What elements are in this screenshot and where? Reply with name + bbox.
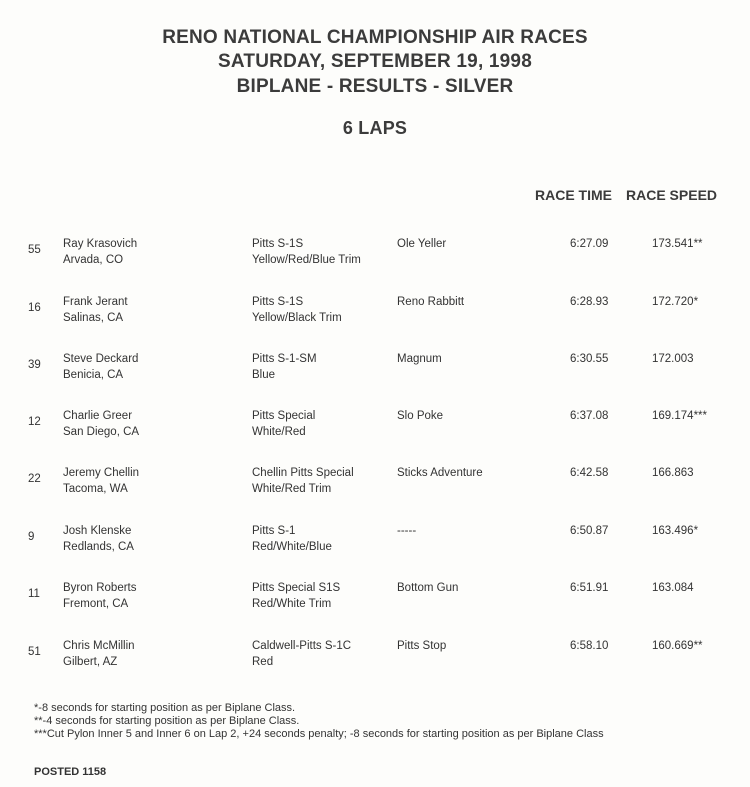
aircraft-type: Pitts S-1 (252, 525, 296, 537)
aircraft-type: Pitts Special S1S (252, 582, 341, 594)
aircraft-type: Chellin Pitts Special (252, 467, 354, 479)
aircraft-colors: Red (252, 656, 274, 668)
pilot-hometown: Benicia, CA (63, 369, 124, 381)
pilot-name: Jeremy Chellin (63, 467, 140, 479)
aircraft-colors: Blue (252, 369, 276, 381)
table-row (0, 582, 750, 632)
race-number: 11 (28, 588, 40, 600)
table-row (0, 296, 750, 346)
aircraft-name: ----- (397, 525, 417, 537)
race-time: 6:37.08 (570, 410, 609, 422)
pilot-name: Josh Klenske (63, 525, 132, 537)
race-number: 55 (28, 244, 41, 256)
pilot-hometown: Fremont, CA (63, 598, 129, 610)
race-speed: 163.084 (652, 582, 694, 594)
footnotes (34, 702, 604, 741)
race-speed: 172.720* (652, 296, 699, 308)
race-speed: 160.669** (652, 640, 703, 652)
aircraft-colors: Yellow/Red/Blue Trim (252, 254, 361, 266)
aircraft-name: Slo Poke (397, 410, 444, 422)
aircraft-name: Pitts Stop (397, 640, 447, 652)
race-time: 6:27.09 (570, 238, 609, 250)
pilot-hometown: Arvada, CO (63, 254, 124, 266)
event-title: RENO NATIONAL CHAMPIONSHIP AIR RACES (162, 27, 588, 48)
race-time: 6:30.55 (570, 353, 609, 365)
race-time: 6:50.87 (570, 525, 609, 537)
race-speed: 166.863 (652, 467, 694, 479)
pilot-name: Ray Krasovich (63, 238, 138, 250)
pilot-name: Charlie Greer (63, 410, 133, 422)
pilot-name: Byron Roberts (63, 582, 137, 594)
aircraft-name: Bottom Gun (397, 582, 459, 594)
race-time-header: RACE TIME (535, 187, 612, 203)
table-row (0, 410, 750, 460)
footnote: **-4 seconds for starting position as per Biplane Class. (34, 715, 300, 727)
aircraft-name: Reno Rabbitt (397, 296, 465, 308)
race-speed: 172.003 (652, 353, 694, 365)
race-number: 39 (28, 359, 41, 371)
race-time: 6:42.58 (570, 467, 609, 479)
race-time: 6:51.91 (570, 582, 609, 594)
table-row (0, 353, 750, 403)
aircraft-type: Caldwell-Pitts S-1C (252, 640, 352, 652)
event-date: SATURDAY, SEPTEMBER 19, 1998 (218, 51, 532, 72)
aircraft-colors: Yellow/Black Trim (252, 312, 342, 324)
aircraft-colors: White/Red (252, 426, 306, 438)
pilot-hometown: Redlands, CA (63, 541, 134, 553)
aircraft-colors: Red/White/Blue (252, 541, 332, 553)
posted-time: POSTED 1158 (34, 766, 107, 778)
pilot-hometown: Salinas, CA (63, 312, 124, 324)
pilot-hometown: Gilbert, AZ (63, 656, 118, 668)
table-row (0, 467, 750, 517)
race-speed: 169.174*** (652, 410, 707, 422)
aircraft-type: Pitts Special (252, 410, 316, 422)
pilot-name: Frank Jerant (63, 296, 128, 308)
race-number: 22 (28, 473, 41, 485)
aircraft-name: Sticks Adventure (397, 467, 483, 479)
aircraft-type: Pitts S-1S (252, 296, 304, 308)
race-speed-header: RACE SPEED (626, 187, 718, 203)
race-speed: 163.496* (652, 525, 699, 537)
race-number: 12 (28, 416, 41, 428)
table-row (0, 525, 750, 575)
pilot-hometown: Tacoma, WA (63, 483, 128, 495)
footnote: *-8 seconds for starting position as per Biplane Class. (34, 702, 296, 714)
race-number: 16 (28, 302, 41, 314)
race-number: 51 (28, 646, 41, 658)
table-row (0, 640, 750, 690)
race-time: 6:28.93 (570, 296, 609, 308)
race-class-title: BIPLANE - RESULTS - SILVER (236, 76, 514, 97)
laps-title: 6 LAPS (342, 118, 408, 138)
race-speed: 173.541** (652, 238, 703, 250)
aircraft-type: Pitts S-1S (252, 238, 304, 250)
pilot-name: Chris McMillin (63, 640, 135, 652)
aircraft-name: Ole Yeller (397, 238, 447, 250)
aircraft-name: Magnum (397, 353, 442, 365)
table-row (0, 238, 750, 288)
race-time: 6:58.10 (570, 640, 609, 652)
aircraft-colors: Red/White Trim (252, 598, 332, 610)
pilot-hometown: San Diego, CA (63, 426, 140, 438)
aircraft-type: Pitts S-1-SM (252, 353, 317, 365)
aircraft-colors: White/Red Trim (252, 483, 332, 495)
footnote: ***Cut Pylon Inner 5 and Inner 6 on Lap 2, +24 seconds penalty; -8 seconds for starting position as per Biplane Class (34, 728, 604, 740)
race-number: 9 (28, 531, 35, 543)
pilot-name: Steve Deckard (63, 353, 139, 365)
